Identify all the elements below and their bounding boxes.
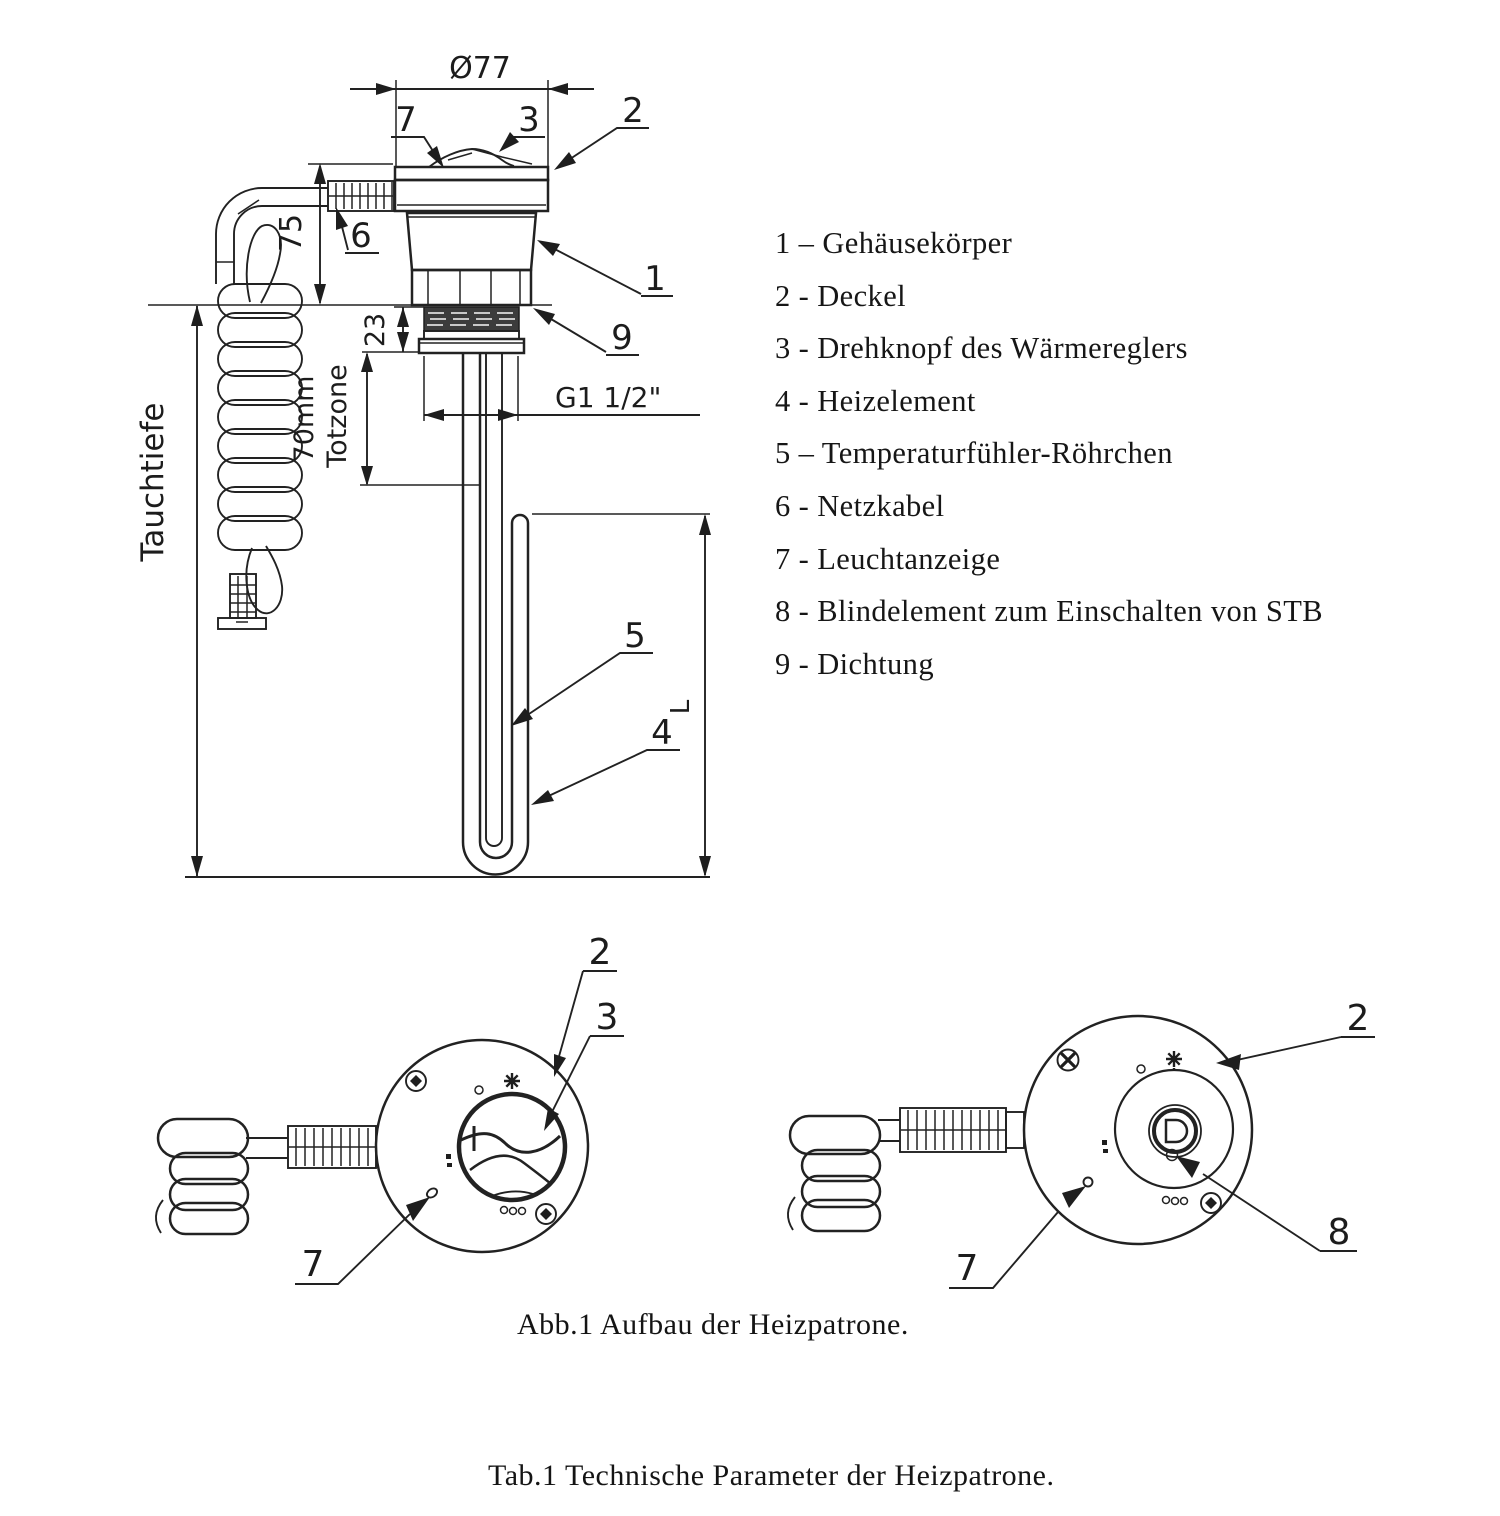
callout-3-label: 3	[595, 997, 619, 1038]
cover-plate	[395, 167, 548, 180]
screw-top-left	[1058, 1050, 1079, 1071]
dim-thread	[424, 356, 700, 421]
vent-hole	[1181, 1198, 1188, 1205]
thread-seal	[419, 307, 524, 353]
legend-item-9: 9 - Dichtung	[775, 646, 934, 681]
callout-7-label: 7	[955, 1248, 979, 1289]
vent-hole	[501, 1207, 508, 1214]
callout-5-label: 5	[624, 616, 646, 656]
scale-dot	[1137, 1065, 1145, 1073]
knob-recess	[1115, 1070, 1233, 1188]
callout-3-label: 3	[518, 100, 540, 140]
max-setting-icon	[1166, 1051, 1182, 1071]
callout-9-label: 9	[611, 318, 633, 358]
dim-diameter	[350, 51, 594, 168]
element-left-leg	[463, 353, 480, 842]
callout-5-side	[511, 616, 653, 726]
callout-4-label: 4	[651, 713, 673, 753]
callout-2-label: 2	[1346, 998, 1370, 1039]
figure-caption: Abb.1 Aufbau der Heizpatrone.	[517, 1308, 909, 1341]
legend-item-6: 6 - Netzkabel	[775, 488, 945, 523]
callout-2-label: 2	[622, 91, 644, 131]
scale-mark	[1102, 1140, 1107, 1145]
sensor-tube	[486, 353, 502, 846]
vent-hole	[519, 1208, 526, 1215]
dim-75	[274, 163, 393, 305]
screw-bottom-right	[536, 1204, 556, 1224]
hex-nut	[412, 270, 531, 305]
screw-bottom-right	[1201, 1193, 1221, 1213]
element-u-bend-inner	[480, 842, 512, 858]
legend-item-4: 4 - Heizelement	[775, 383, 976, 418]
plug-body	[158, 1119, 248, 1157]
dim-diameter-label: Ø77	[449, 51, 511, 86]
callout-2-side	[554, 91, 649, 170]
collar-flange	[419, 339, 524, 353]
dim-length-label: L	[666, 699, 696, 715]
housing-body	[407, 213, 536, 270]
vent-hole	[1172, 1198, 1179, 1205]
dim-deadzone	[289, 352, 481, 486]
callout-7-side	[391, 100, 444, 168]
callout-8-right-view	[1176, 1156, 1357, 1253]
side-view	[135, 51, 711, 877]
blind-element	[1166, 1120, 1187, 1142]
vent-hole	[510, 1208, 517, 1215]
callout-4-side	[531, 713, 680, 805]
legend-item-8: 8 - Blindelement zum Einschalten von STB	[775, 594, 1323, 629]
max-setting-icon	[504, 1073, 520, 1089]
parts-legend	[775, 226, 1323, 699]
scale-mark	[447, 1163, 452, 1167]
dim-deadzone-label: Totzone	[322, 364, 353, 468]
dim-23-label: 23	[360, 312, 391, 348]
dim-thread-label: G1 1/2"	[555, 381, 662, 414]
indicator-light	[1084, 1178, 1093, 1187]
plug-end-plate	[218, 618, 266, 629]
front-view-with-knob	[156, 932, 624, 1285]
legend-item-7: 7 - Leuchtanzeige	[775, 541, 1001, 576]
callout-7-right-view	[949, 1186, 1086, 1289]
legend-item-2: 2 - Deckel	[775, 278, 907, 313]
callout-7-label: 7	[301, 1244, 325, 1285]
dim-immersion-label: Tauchtiefe	[135, 402, 171, 562]
callout-1-label: 1	[644, 259, 666, 299]
cable-left-view	[156, 1119, 376, 1234]
legend-item-3: 3 - Drehknopf des Wärmereglers	[775, 331, 1188, 366]
callout-3-side	[499, 100, 545, 152]
callout-2-label: 2	[588, 932, 612, 973]
legend-item-5: 5 – Temperaturfühler-Röhrchen	[775, 436, 1173, 471]
vent-hole	[1163, 1197, 1170, 1204]
callout-7-label: 7	[395, 100, 417, 140]
dim-length	[532, 514, 711, 877]
callout-2-right-view	[1216, 998, 1375, 1070]
element-right-leg	[512, 515, 528, 842]
front-view-without-knob	[788, 998, 1375, 1289]
dim-deadzone-value: 70mm	[289, 375, 320, 463]
spindle-boss	[1154, 1110, 1196, 1152]
heating-element-tubes	[463, 353, 528, 875]
callout-9-side	[533, 308, 639, 358]
callout-1-side	[537, 240, 673, 299]
callout-8-label: 8	[1327, 1212, 1351, 1253]
legend-item-1: 1 – Gehäusekörper	[775, 226, 1013, 260]
table-caption: Tab.1 Technische Parameter der Heizpatrone.	[488, 1459, 1055, 1492]
scale-mark	[1103, 1149, 1108, 1153]
plug-body	[790, 1116, 880, 1154]
indicator-light	[425, 1187, 439, 1200]
cable-right-view	[788, 1108, 1024, 1231]
scale-mark	[446, 1154, 451, 1159]
callout-6-label: 6	[350, 216, 372, 256]
dim-75-label: 75	[274, 213, 309, 253]
callout-7-left-view	[295, 1197, 430, 1285]
head-assembly	[395, 149, 548, 305]
screw-top-left	[406, 1071, 426, 1091]
callout-6-side	[336, 207, 379, 256]
scale-dot	[475, 1086, 483, 1094]
